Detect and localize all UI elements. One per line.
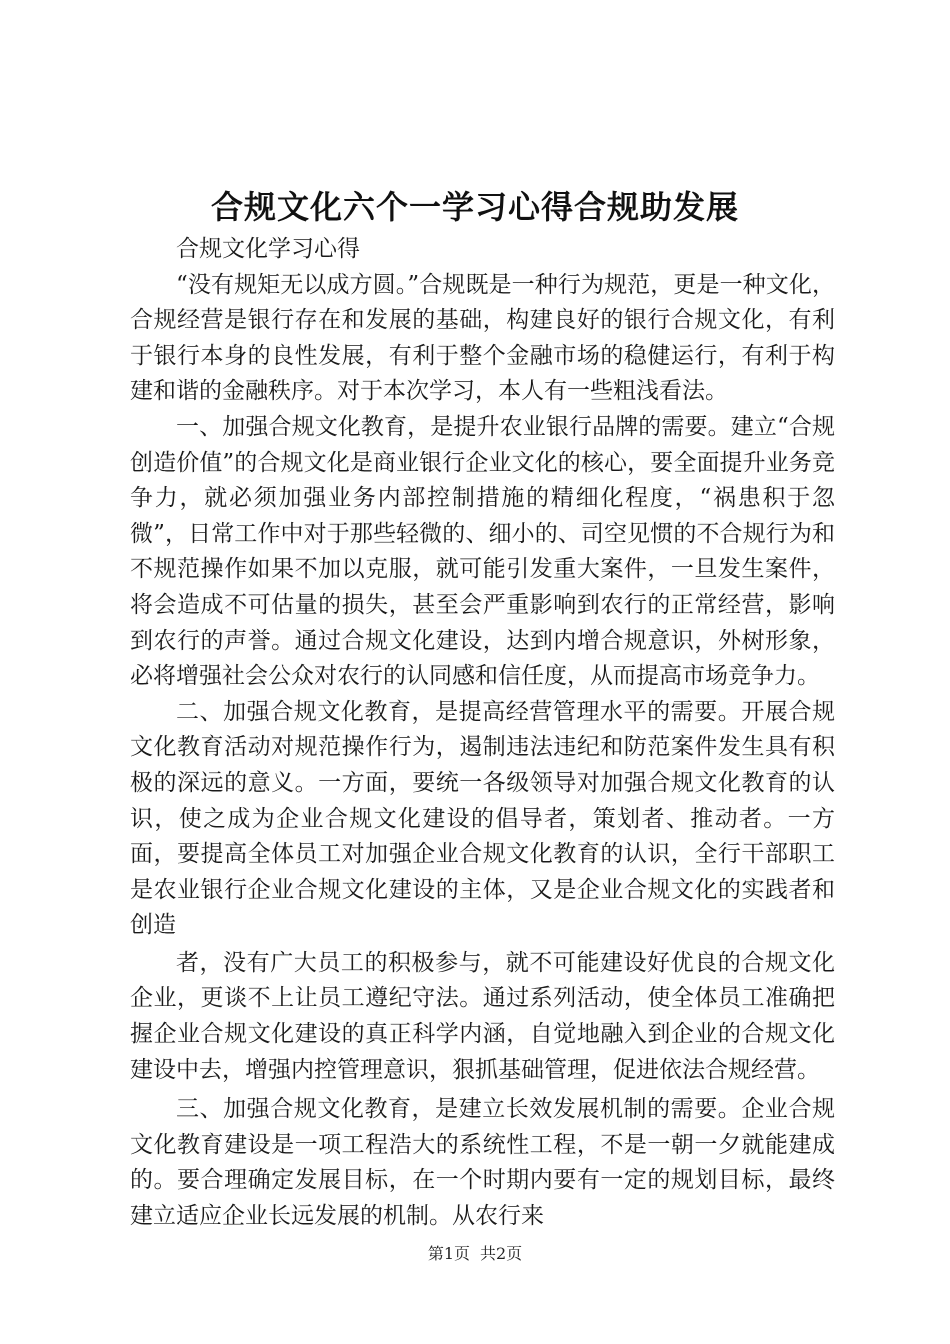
page-number-current: 第1页 <box>427 1244 470 1263</box>
paragraph-section-1: 一、加强合规文化教育，是提升农业银行品牌的需要。建立“合规创造价值”的合规文化是商业银行企业文化的核心，要全面提升业务竞争力，就必须加强业务内部控制措施的精细化程度，“祸患积于忽微”，日常工作中对于那些轻微的、细小的、司空见惯的不合规行为和不规范操作如果不加以克服，就可能引发重大案件，一旦发生案件，将会造成不可估量的损失，甚至会严重影响到农行的正常经营，影响到农行的声誉。通过合规文化建设，达到内增合规意识，外树形象，必将增强社会公众对农行的认同感和信任度，从而提高市场竞争力。 <box>130 413 835 690</box>
paragraph-section-3: 三、加强合规文化教育，是建立长效发展机制的需要。企业合规文化教育建设是一项工程浩大的系统性工程，不是一朝一夕就能建成的。要合理确定发展目标，在一个时期内要有一定的规划目标，最终建立适应企业长远发展的机制。从农行来 <box>130 1096 835 1230</box>
document-subtitle: 合规文化学习心得 <box>176 236 360 262</box>
paragraph-section-2-continued: 者，没有广大员工的积极参与，就不可能建设好优良的合规文化企业，更谈不上让员工遵纪守法。通过系列活动，使全体员工准确把握企业合规文化建设的真正科学内涵，自觉地融入到企业的合规文化建设中去，增强内控管理意识，狠抓基础管理，促进依法合规经营。 <box>130 949 835 1083</box>
page-footer <box>0 1242 950 1266</box>
paragraph-section-2: 二、加强合规文化教育，是提高经营管理水平的需要。开展合规文化教育活动对规范操作行为，遏制违法违纪和防范案件发生具有积极的深远的意义。一方面，要统一各级领导对加强合规文化教育的认识，使之成为企业合规文化建设的倡导者，策划者、推动者。一方面，要提高全体员工对加强企业合规文化教育的认识，全行干部职工是农业银行企业合规文化建设的主体，又是企业合规文化的实践者和创造 <box>130 698 835 939</box>
document-body <box>130 232 835 1235</box>
document-title: 合规文化六个一学习心得合规助发展 <box>210 188 739 226</box>
page-number-total: 共2页 <box>480 1244 523 1263</box>
paragraph-intro: “没有规矩无以成方圆。”合规既是一种行为规范，更是一种文化，合规经营是银行存在和发展的基础，构建良好的银行合规文化，有利于银行本身的良性发展，有利于整个金融市场的稳健运行，有利于构建和谐的金融秩序。对于本次学习，本人有一些粗浅看法。 <box>130 271 835 405</box>
